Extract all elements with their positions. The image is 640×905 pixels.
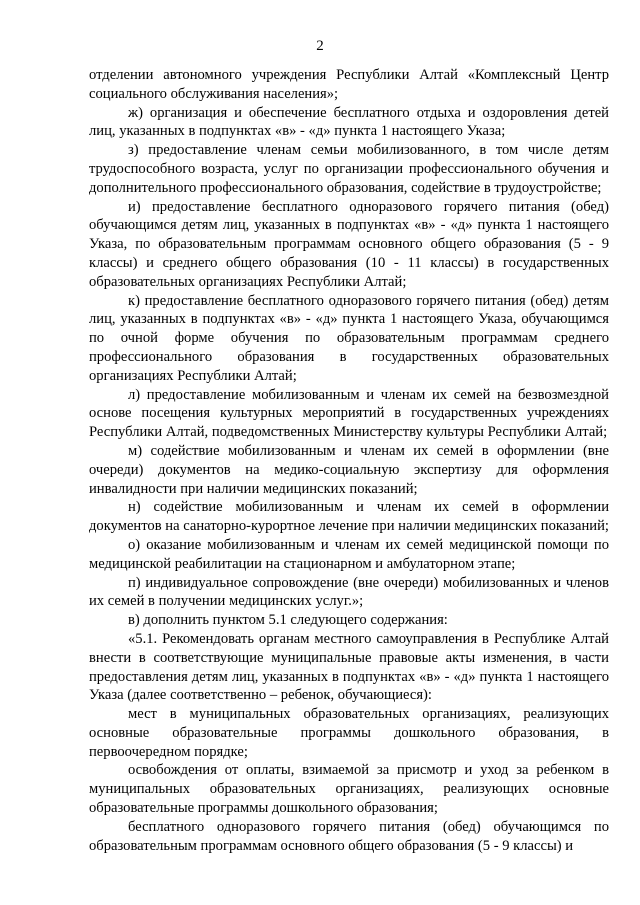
page-number: 2	[316, 38, 324, 54]
paragraph-point-5-1: «5.1. Рекомендовать органам местного самоуправления в Республике Алтай внести в соответствующие муниципальные правовые акты изменения, в части предоставления детям лиц, указанных в подпунктах «в» - «д» пункта 1 настоящего Указа (далее соответственно – ребенок, обучающиеся):	[89, 630, 609, 704]
paragraph-item-o: о) оказание мобилизованным и членам их семей медицинской помощи по медицинской реабилитации на стационарном и амбулаторном этапе;	[89, 536, 609, 572]
paragraph-exemption: освобождения от оплаты, взимаемой за присмотр и уход за ребенком в муниципальных образовательных организациях, реализующих основные образовательные программы дошкольного образования;	[89, 762, 609, 817]
paragraph-item-k: к) предоставление бесплатного одноразового горячего питания (обед) детям лиц, указанных в подпунктах «в» - «д» пункта 1 настоящего Указа, обучающимся по очной форме обучения по образовательным программам среднего профессионального образования в государственных образовательных организациях Республики Алтай;	[89, 292, 609, 384]
paragraph-item-i: и) предоставление бесплатного одноразового горячего питания (обед) обучающимся детям лиц, указанных в подпунктах «в» - «д» пункта 1 настоящего Указа, по образовательным программам основного общего образования (5 - 9 классы) и среднего общего образования (10 - 11 классы) в государственных образовательных организациях Республики Алтай;	[89, 198, 609, 290]
paragraph-places: мест в муниципальных образовательных организациях, реализующих основные образовательные программы дошкольного образования, в первоочередном порядке;	[89, 706, 609, 760]
paragraph-item-m: м) содействие мобилизованным и членам их семей в оформлении (вне очереди) документов на медико-социальную экспертизу для оформления инвалидности при наличии медицинских показаний;	[89, 442, 609, 497]
paragraph-item-n: н) содействие мобилизованным и членам их семей в оформлении документов на санаторно-курортное лечение при наличии медицинских показаний;	[89, 499, 609, 535]
paragraph-free-meals: бесплатного одноразового горячего питания (обед) обучающимся по образовательным программам основного общего образования (5 - 9 классы) и	[89, 818, 609, 854]
paragraph-item-zh: ж) организация и обеспечение бесплатного отдыха и оздоровления детей лиц, указанных в подпунктах «в» - «д» пункта 1 настоящего Указа;	[89, 104, 609, 140]
paragraph-item-p: п) индивидуальное сопровождение (вне очереди) мобилизованных и членов их семей в получении медицинских услуг.»;	[89, 574, 609, 610]
paragraph-item-z: з) предоставление членам семьи мобилизованного, в том числе детям трудоспособного возраста, услуг по организации профессионального обучения и дополнительного профессионального образования, содействие в трудоустройстве;	[89, 142, 609, 196]
document-body	[89, 66, 609, 855]
paragraph-item-l: л) предоставление мобилизованным и членам их семей на безвозмездной основе посещения культурных мероприятий в государственных учреждениях Республики Алтай, подведомственных Министерству культуры Республики Алтай;	[89, 386, 609, 441]
paragraph-item-v: в) дополнить пунктом 5.1 следующего содержания:	[128, 612, 448, 629]
paragraph-continuation: отделении автономного учреждения Республики Алтай «Комплексный Центр социального обслуживания населения»;	[89, 67, 609, 102]
